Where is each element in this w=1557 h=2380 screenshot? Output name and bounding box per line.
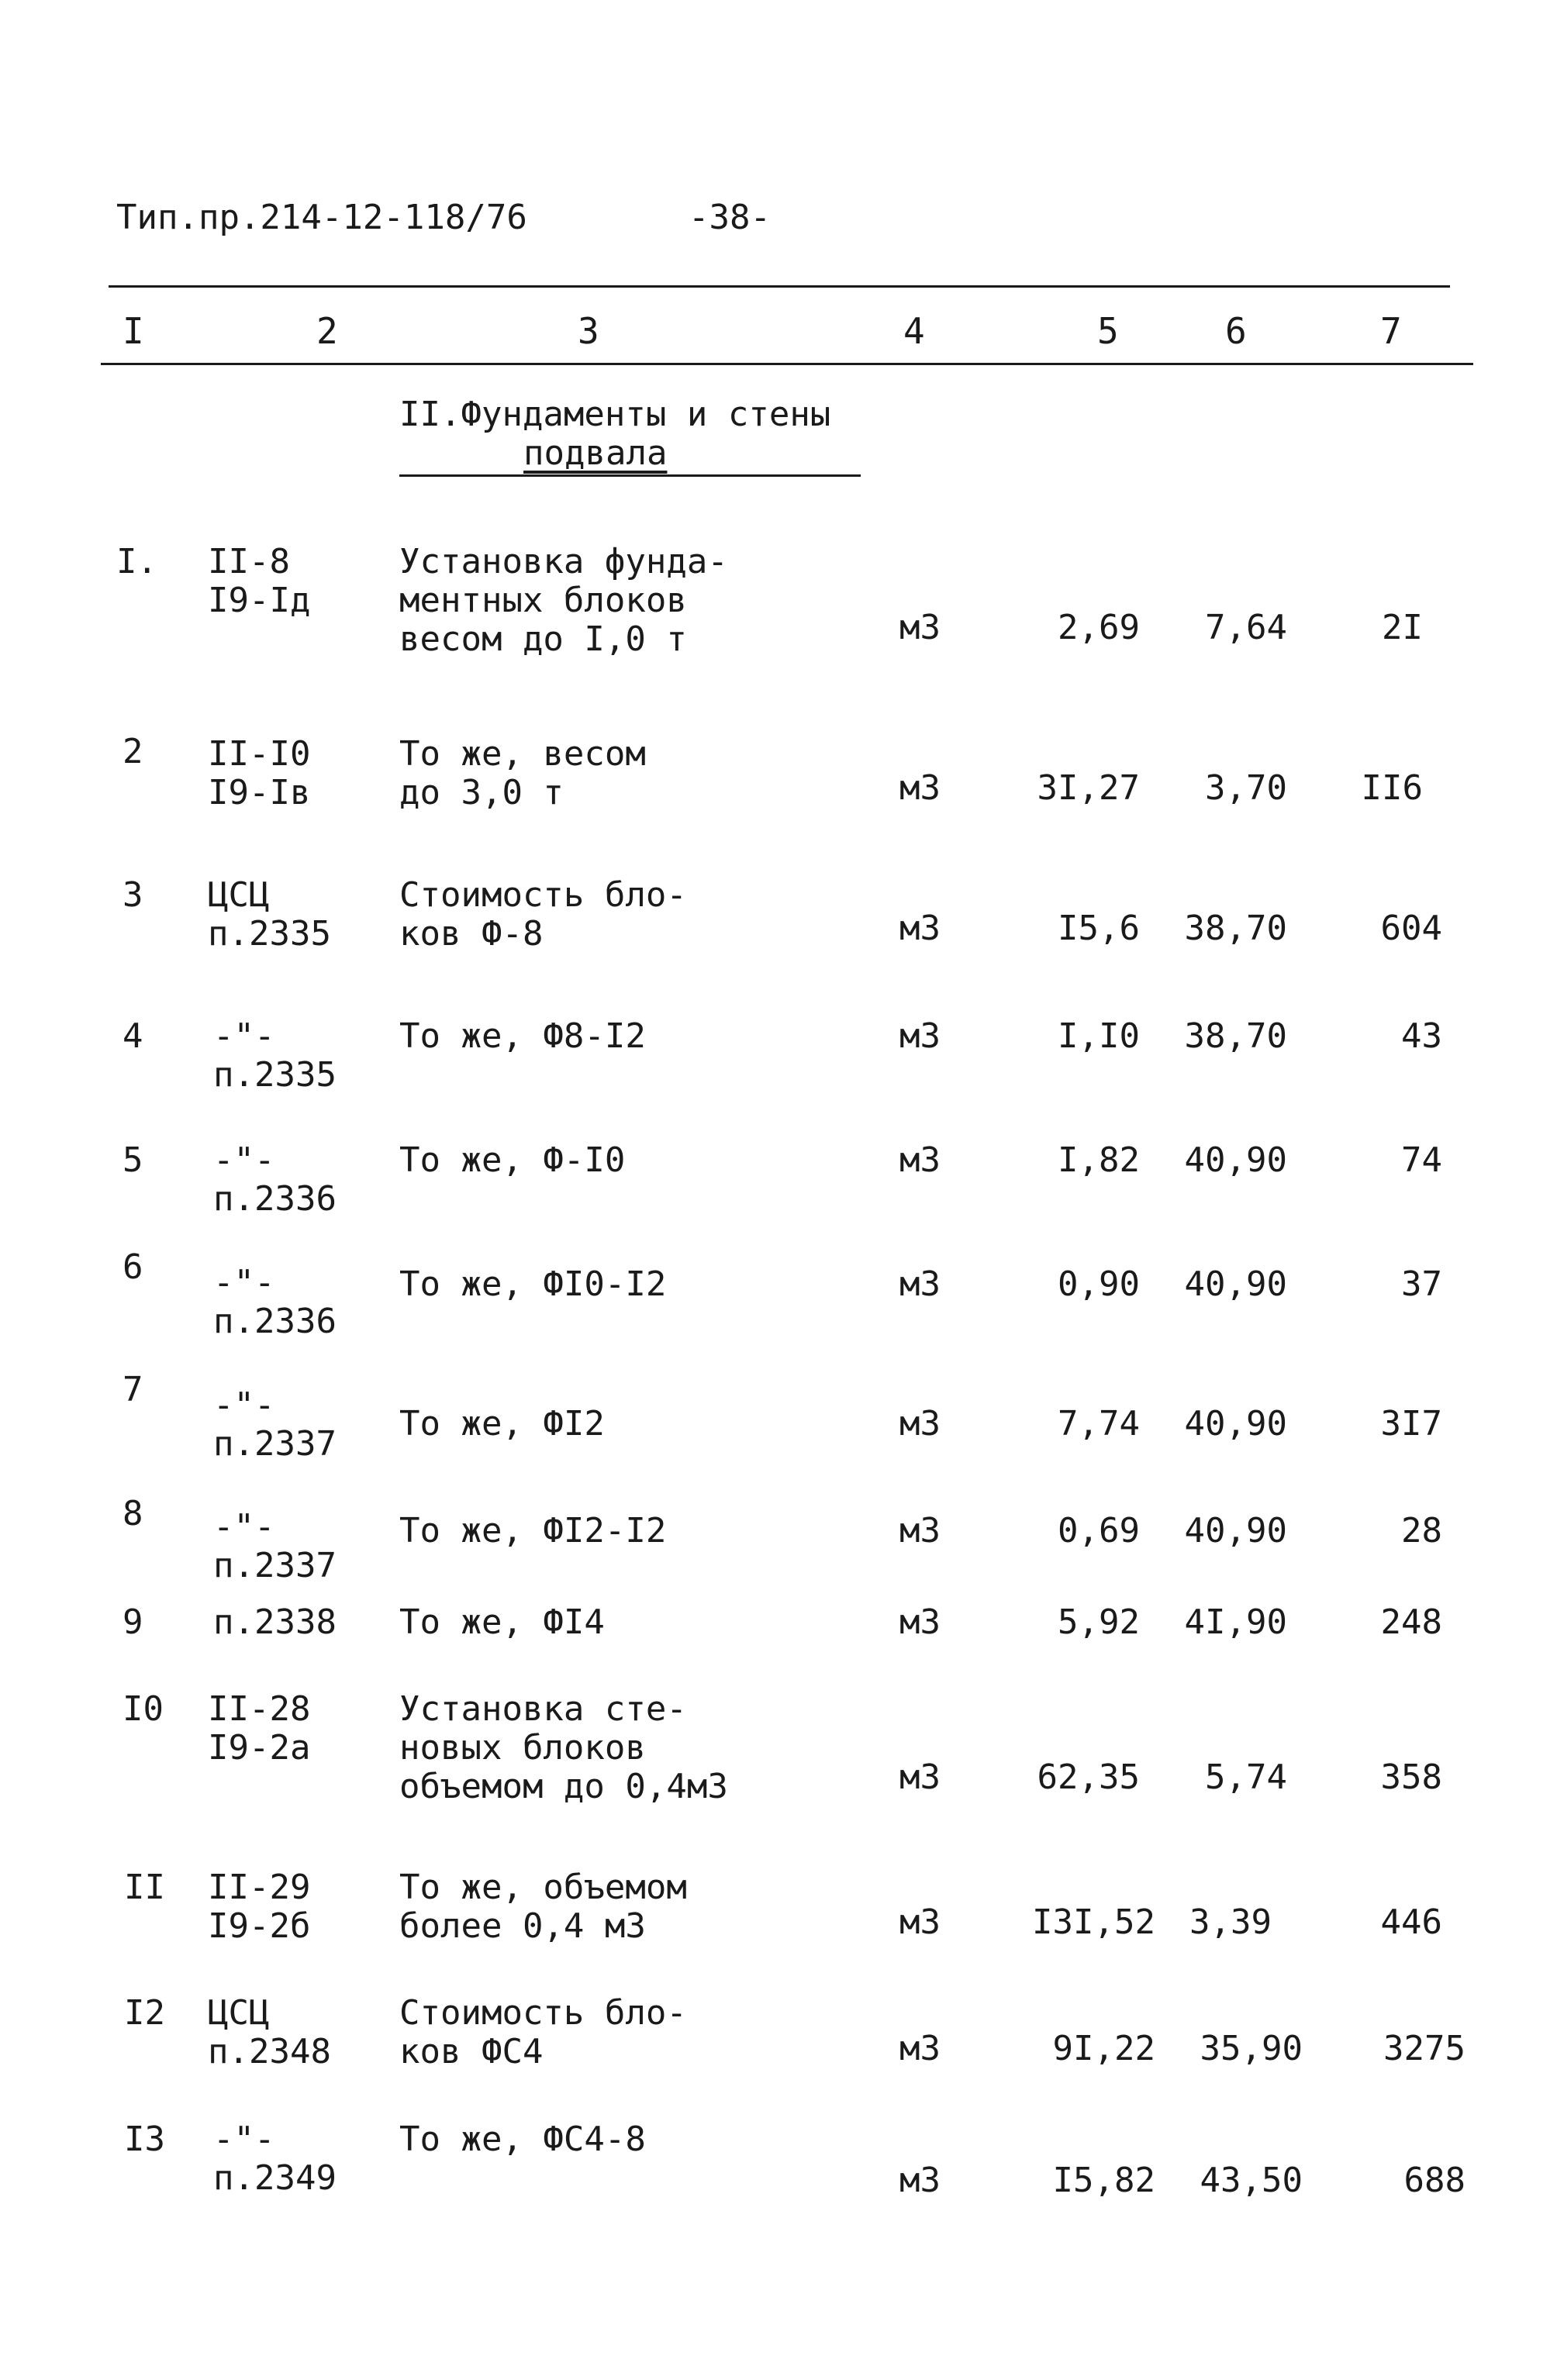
row-unit: м3	[899, 1511, 941, 1550]
row-total: 2I	[1382, 608, 1423, 647]
section-heading-line2: подвала	[523, 433, 668, 473]
row-number: 3	[123, 875, 143, 915]
row-description: То же, ФI4	[399, 1602, 605, 1642]
row-total: 28	[1401, 1511, 1442, 1550]
row-unit-price: 3,70	[1205, 768, 1287, 808]
row-unit: м3	[899, 1140, 941, 1180]
row-unit: м3	[899, 768, 941, 808]
row-quantity: 0,69	[1058, 1511, 1140, 1550]
row-total: II6	[1361, 768, 1423, 808]
document-reference: Тип.пр.214-12-118/76	[116, 198, 527, 237]
row-quantity: 9I,22	[1052, 2029, 1155, 2068]
row-unit-price: 3,39	[1189, 1902, 1272, 1942]
row-description: То же, ФI2-I2	[399, 1511, 667, 1550]
row-unit: м3	[899, 1602, 941, 1642]
row-quantity: I3I,52	[1032, 1902, 1155, 1942]
table-top-rule	[109, 285, 1450, 288]
row-description: То же, объемом более 0,4 м3	[399, 1868, 687, 1946]
section-heading-rule	[399, 474, 861, 477]
row-description: То же, ФI0-I2	[399, 1264, 667, 1304]
row-unit: м3	[899, 1404, 941, 1444]
row-code: II-I0 I9-Iв	[208, 734, 311, 812]
column-number-4: 4	[903, 310, 925, 352]
page-number: -38-	[689, 198, 771, 237]
row-total: 43	[1401, 1016, 1442, 1056]
row-quantity: I,82	[1058, 1140, 1140, 1180]
row-number: I3	[124, 2120, 165, 2159]
row-quantity: 5,92	[1058, 1602, 1140, 1642]
section-heading-line1: II.Фундаменты и стены	[399, 395, 831, 434]
row-quantity: I,I0	[1058, 1016, 1140, 1056]
row-description: То же, Ф8-I2	[399, 1016, 646, 1056]
row-total: 446	[1380, 1902, 1442, 1942]
row-quantity: 62,35	[1037, 1757, 1140, 1797]
row-description: То же, ФI2	[399, 1404, 605, 1444]
row-code: ЦСЦ п.2335	[208, 875, 331, 954]
row-number: 5	[123, 1140, 143, 1180]
row-quantity: I5,6	[1058, 909, 1140, 948]
row-unit: м3	[899, 1264, 941, 1304]
row-description: То же, весом до 3,0 т	[399, 734, 646, 812]
column-number-6: 6	[1225, 310, 1247, 352]
row-description: Стоимость бло- ков ФС4	[399, 1993, 687, 2071]
row-unit-price: 43,50	[1200, 2161, 1303, 2200]
row-code: -"- п.2336	[213, 1140, 337, 1219]
row-number: 8	[123, 1494, 143, 1533]
row-total: 688	[1403, 2161, 1466, 2200]
row-total: 604	[1380, 909, 1442, 948]
row-total: 3275	[1383, 2029, 1466, 2068]
row-code: II-29 I9-2б	[208, 1868, 311, 1946]
row-unit-price: 4I,90	[1184, 1602, 1287, 1642]
row-unit-price: 40,90	[1184, 1140, 1287, 1180]
row-number: 7	[123, 1370, 143, 1409]
row-unit: м3	[899, 1016, 941, 1056]
row-quantity: 7,74	[1058, 1404, 1140, 1444]
row-description: Установка фунда- ментных блоков весом до I,0 т	[399, 542, 728, 659]
row-number: 9	[123, 1602, 143, 1642]
row-unit-price: 5,74	[1205, 1757, 1287, 1797]
row-unit-price: 40,90	[1184, 1511, 1287, 1550]
row-number: 6	[123, 1247, 143, 1287]
row-unit-price: 38,70	[1184, 1016, 1287, 1056]
row-code: ЦСЦ п.2348	[208, 1993, 331, 2071]
column-number-3: 3	[578, 310, 599, 352]
row-total: 74	[1401, 1140, 1442, 1180]
row-number: II	[124, 1868, 165, 1907]
row-number: I.	[116, 542, 157, 581]
row-total: 3I7	[1380, 1404, 1442, 1444]
row-description: То же, ФС4-8	[399, 2120, 646, 2159]
column-number-5: 5	[1097, 310, 1119, 352]
row-total: 358	[1380, 1757, 1442, 1797]
row-unit: м3	[899, 2029, 941, 2068]
row-unit-price: 35,90	[1200, 2029, 1303, 2068]
row-unit: м3	[899, 2161, 941, 2200]
row-unit-price: 40,90	[1184, 1404, 1287, 1444]
row-quantity: 0,90	[1058, 1264, 1140, 1304]
row-description: То же, Ф-I0	[399, 1140, 626, 1180]
row-code: II-8 I9-Iд	[208, 542, 311, 620]
column-number-2: 2	[316, 310, 338, 352]
row-code: -"- п.2349	[213, 2120, 337, 2198]
row-unit-price: 40,90	[1184, 1264, 1287, 1304]
row-number: I0	[123, 1689, 164, 1729]
row-description: Стоимость бло- ков Ф-8	[399, 875, 687, 954]
row-number: 2	[123, 732, 143, 771]
row-unit-price: 7,64	[1205, 608, 1287, 647]
row-unit: м3	[899, 909, 941, 948]
section-heading	[399, 395, 830, 473]
row-quantity: 3I,27	[1037, 768, 1140, 808]
row-number: 4	[123, 1016, 143, 1056]
row-unit-price: 38,70	[1184, 909, 1287, 948]
row-code: -"- п.2335	[213, 1016, 337, 1095]
row-description: Установка сте- новых блоков объемом до 0,4м3	[399, 1689, 728, 1806]
row-total: 248	[1380, 1602, 1442, 1642]
table-header-rule	[101, 363, 1473, 365]
row-code: -"- п.2336	[213, 1263, 337, 1341]
row-code: -"- п.2337	[213, 1507, 337, 1585]
column-number-7: 7	[1380, 310, 1402, 352]
row-unit: м3	[899, 608, 941, 647]
row-number: I2	[124, 1993, 165, 2033]
row-unit: м3	[899, 1757, 941, 1797]
row-code: п.2338	[213, 1602, 337, 1642]
row-total: 37	[1401, 1264, 1442, 1304]
row-quantity: 2,69	[1058, 608, 1140, 647]
row-code: -"- п.2337	[213, 1385, 337, 1464]
row-quantity: I5,82	[1052, 2161, 1155, 2200]
row-code: II-28 I9-2а	[208, 1689, 311, 1768]
column-number-1: I	[123, 310, 144, 352]
row-unit: м3	[899, 1902, 941, 1942]
